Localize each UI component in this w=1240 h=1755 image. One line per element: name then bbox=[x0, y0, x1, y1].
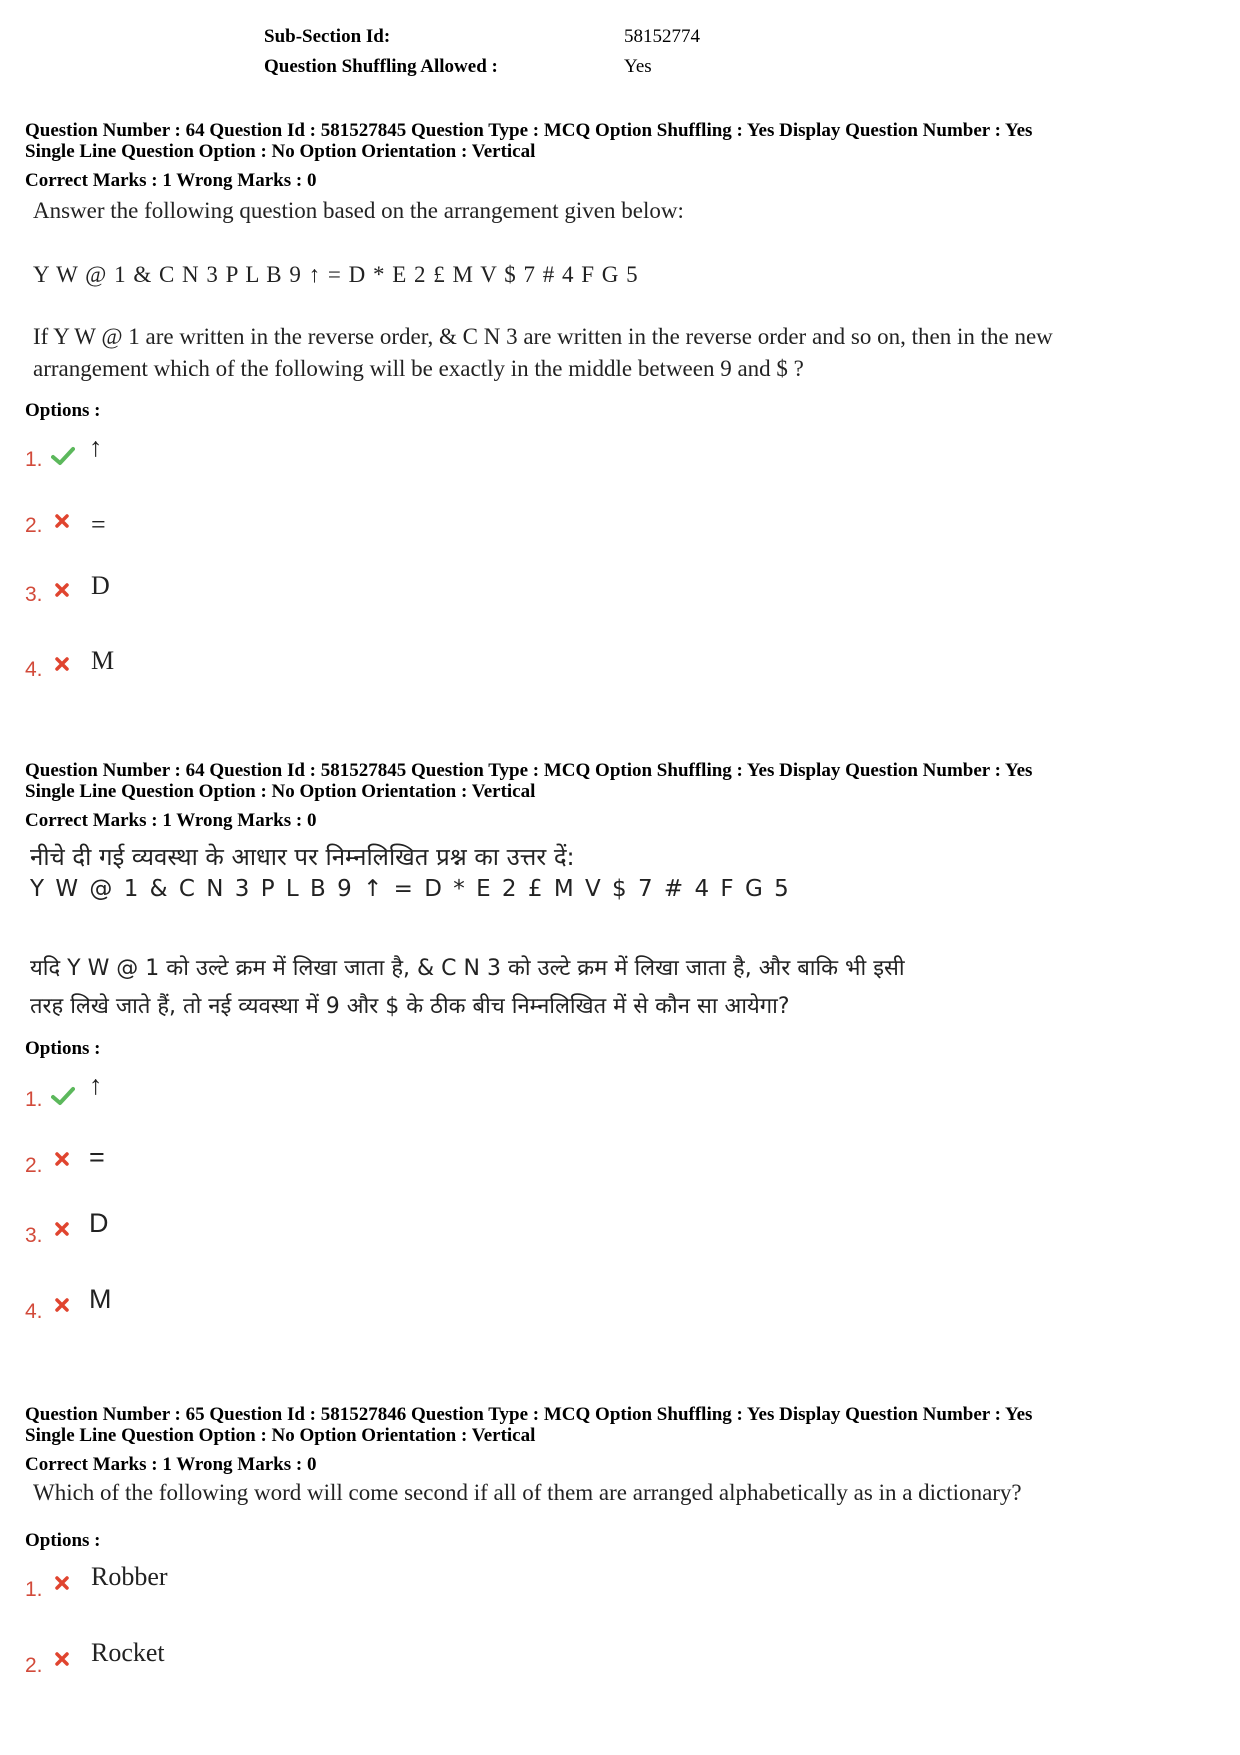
option-number: 3. bbox=[25, 1224, 43, 1247]
question-meta: Question Number : 64 Question Id : 581527845 Question Type : MCQ Option Shuffling : Yes Display Question Number : Yes bbox=[25, 760, 1033, 781]
wrong-cross-icon bbox=[55, 1298, 69, 1312]
option-number: 4. bbox=[25, 1300, 43, 1323]
question-meta-line2: Single Line Question Option : No Option Orientation : Vertical bbox=[25, 1425, 536, 1446]
option-number: 2. bbox=[25, 1154, 43, 1177]
option-number: 1. bbox=[25, 1578, 43, 1601]
question-text: Which of the following word will come second if all of them are arranged alphabetically as in a dictionary? bbox=[33, 1480, 1022, 1505]
option-text: D bbox=[91, 571, 110, 600]
option-number: 1. bbox=[25, 448, 43, 471]
question-marks: Correct Marks : 1 Wrong Marks : 0 bbox=[25, 1454, 317, 1475]
shuffle-label: Question Shuffling Allowed : bbox=[264, 56, 498, 77]
option-text: Rocket bbox=[91, 1638, 165, 1667]
correct-check-icon bbox=[51, 1086, 75, 1106]
wrong-cross-icon bbox=[55, 514, 69, 528]
subsection-value: 58152774 bbox=[624, 26, 700, 47]
arrangement-text: Y W @ 1 & C N 3 P L B 9 ↑ = D * E 2 £ M V $ 7 # 4 F G 5 bbox=[33, 262, 639, 287]
question-text: तरह लिखे जाते हैं, तो नई व्यवस्था में 9 और $ के ठीक बीच निम्नलिखित में से कौन सा आयेगा? bbox=[30, 994, 790, 1019]
option-text: = bbox=[89, 1142, 105, 1172]
wrong-cross-icon bbox=[55, 1152, 69, 1166]
arrangement-text: Y W @ 1 & C N 3 P L B 9 ↑ = D * E 2 £ M V $ 7 # 4 F G 5 bbox=[30, 876, 791, 902]
options-label: Options : bbox=[25, 400, 101, 421]
option-number: 2. bbox=[25, 514, 43, 537]
option-number: 1. bbox=[25, 1088, 43, 1111]
question-marks: Correct Marks : 1 Wrong Marks : 0 bbox=[25, 810, 317, 831]
question-meta-line2: Single Line Question Option : No Option Orientation : Vertical bbox=[25, 781, 536, 802]
option-number: 4. bbox=[25, 658, 43, 681]
question-meta: Question Number : 65 Question Id : 581527846 Question Type : MCQ Option Shuffling : Yes Display Question Number : Yes bbox=[25, 1404, 1033, 1425]
options-label: Options : bbox=[25, 1038, 101, 1059]
question-meta: Question Number : 64 Question Id : 581527845 Question Type : MCQ Option Shuffling : Yes Display Question Number : Yes bbox=[25, 120, 1033, 141]
option-number: 2. bbox=[25, 1654, 43, 1677]
correct-check-icon bbox=[51, 446, 75, 466]
subsection-label: Sub-Section Id: bbox=[264, 26, 391, 47]
question-text: Answer the following question based on the arrangement given below: bbox=[33, 198, 684, 223]
question-block bbox=[25, 1404, 1032, 1446]
wrong-cross-icon bbox=[55, 583, 69, 597]
question-text: If Y W @ 1 are written in the reverse order, & C N 3 are written in the reverse order and so on, then in the new bbox=[33, 324, 1053, 349]
option-text: ↑ bbox=[89, 432, 103, 462]
option-text: M bbox=[89, 1284, 112, 1314]
wrong-cross-icon bbox=[55, 1652, 69, 1666]
option-text: D bbox=[89, 1208, 109, 1238]
option-text: Robber bbox=[91, 1562, 168, 1591]
question-text: arrangement which of the following will be exactly in the middle between 9 and $ ? bbox=[33, 356, 804, 381]
wrong-cross-icon bbox=[55, 657, 69, 671]
question-block bbox=[25, 760, 1032, 802]
question-text: नीचे दी गई व्यवस्था के आधार पर निम्नलिखित प्रश्न का उत्तर दें: bbox=[30, 843, 575, 871]
option-text: ↑ bbox=[89, 1070, 103, 1100]
option-number: 3. bbox=[25, 583, 43, 606]
question-meta-line2: Single Line Question Option : No Option Orientation : Vertical bbox=[25, 141, 536, 162]
wrong-cross-icon bbox=[55, 1576, 69, 1590]
question-marks: Correct Marks : 1 Wrong Marks : 0 bbox=[25, 170, 317, 191]
options-label: Options : bbox=[25, 1530, 101, 1551]
question-block bbox=[25, 120, 1032, 162]
option-text: = bbox=[91, 510, 106, 539]
question-text: यदि Y W @ 1 को उल्टे क्रम में लिखा जाता है, & C N 3 को उल्टे क्रम में लिखा जाता है, और बाकि भी इसी bbox=[30, 956, 905, 981]
option-text: M bbox=[91, 646, 115, 675]
shuffle-value: Yes bbox=[624, 56, 652, 77]
wrong-cross-icon bbox=[55, 1222, 69, 1236]
